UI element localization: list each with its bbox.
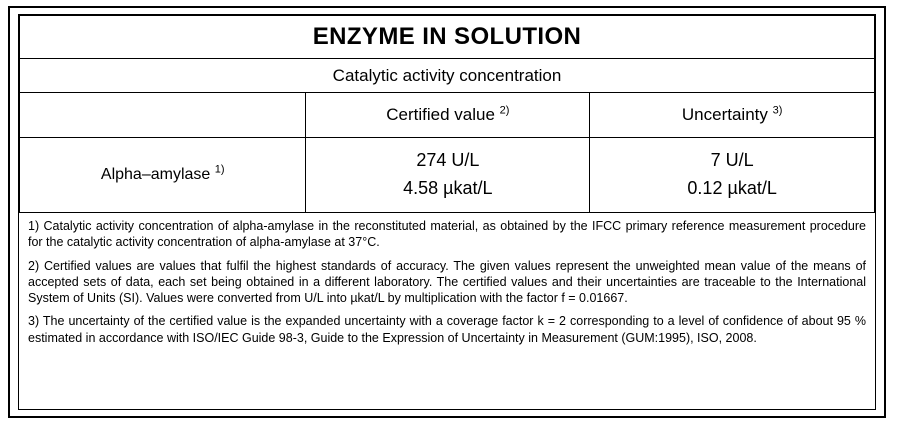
column-header-analyte	[20, 93, 306, 138]
footnote-ref-2: 2)	[499, 104, 510, 117]
cell-uncertainty-value	[590, 138, 875, 213]
uncertainty-value-primary: 7 U/L	[710, 150, 754, 171]
cell-certified-value	[306, 138, 590, 213]
footnote-2: 2) Certified values are values that fulfil the highest standards of accuracy. The given values represent the unweighted mean value of the means of accepted sets of data, each set being obtained in a different laboratory. The certified values and their uncertainties are traceable to the International System of Units (SI). Values were converted from U/L into µkat/L by multiplication with the factor f = 0.01667.	[28, 258, 866, 305]
certificate-sheet	[8, 6, 886, 418]
uncertainty-value-secondary: 0.12 µkat/L	[687, 178, 777, 198]
table-row-title	[20, 16, 875, 59]
cell-analyte-name	[20, 138, 306, 213]
footnote-ref-3: 3)	[772, 104, 783, 117]
analyte-label: Alpha–amylase	[100, 166, 211, 183]
footnotes-section	[19, 213, 875, 350]
certified-value-secondary: 4.58 µkat/L	[403, 178, 493, 198]
certificate-table	[19, 15, 875, 213]
table-row-headers	[20, 93, 875, 138]
footnote-1: 1) Catalytic activity concentration of alpha-amylase in the reconstituted material, as obtained by the IFCC primary reference measurement procedure for the catalytic activity concentration of alpha-amylase at 37°C.	[28, 219, 866, 250]
column-header-uncertainty-label: Uncertainty	[681, 105, 768, 124]
table-row-subtitle	[20, 59, 875, 93]
footnote-3: 3) The uncertainty of the certified value is the expanded uncertainty with a coverage factor k = 2 corresponding to a level of confidence of about 95 % estimated in accordance with ISO/IEC Guide 98-3, Guide to the Expression of Uncertainty in Measurement (GUM:1995), ISO, 2008.	[28, 314, 866, 345]
column-header-uncertainty	[590, 93, 875, 138]
column-header-certified-value	[306, 93, 590, 138]
document-title: ENZYME IN SOLUTION	[20, 16, 875, 59]
certified-value-primary: 274 U/L	[416, 150, 480, 171]
certificate-inner-border	[18, 14, 876, 410]
document-subtitle: Catalytic activity concentration	[20, 59, 875, 93]
footnote-ref-1: 1)	[214, 163, 225, 176]
column-header-certified-value-label: Certified value	[386, 105, 495, 124]
table-row-data	[20, 138, 875, 213]
